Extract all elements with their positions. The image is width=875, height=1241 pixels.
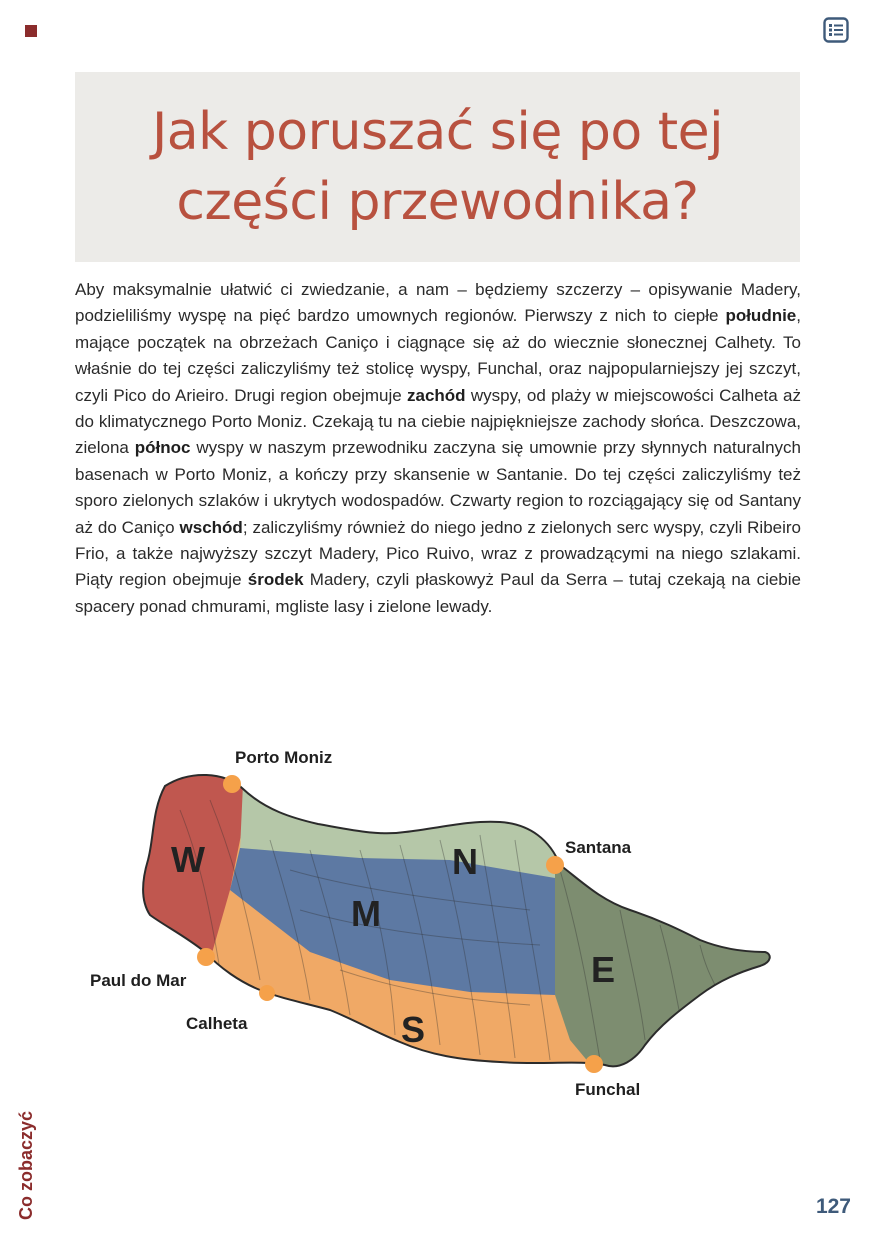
body-text-segment: , mające początek na obrzeżach Caniço i ciągnące się aż do wiecznie słonecznej Calhety. To właśnie do tej części zaliczyliśmy też stolicę wyspy, Funchal, oraz najpopularniejszy jej szczyt, czyli Pico do Arieiro. Drugi region obejmuje: [75, 306, 801, 405]
region-letter-n: N: [452, 841, 478, 882]
label-calheta: Calheta: [186, 1014, 248, 1033]
body-text-segment: wyspy, od plaży w miejscowości Calheta aż do klimatycznego Porto Moniz. Czekają tu na ciebie najpiękniejsze zachody słońca. Deszczowa, zielona: [75, 385, 801, 458]
body-paragraph: [75, 277, 801, 620]
madeira-region-map: [60, 740, 820, 1100]
section-side-label: Co zobaczyć: [16, 1110, 36, 1220]
region-west-highlight: zachód: [407, 385, 466, 405]
region-east-highlight: wschód: [179, 517, 243, 537]
page-title: [152, 97, 723, 237]
list-icon[interactable]: [823, 17, 849, 43]
marker-funchal: [585, 1055, 603, 1073]
label-porto-moniz: Porto Moniz: [235, 748, 333, 767]
region-letter-s: S: [400, 1009, 426, 1050]
marker-paul-do-mar: [197, 948, 215, 966]
marker-calheta: [259, 985, 275, 1001]
label-paul-do-mar: Paul do Mar: [90, 971, 187, 990]
body-text-segment: wyspy w naszym przewodniku zaczyna się umownie przy słynnych naturalnych basenach w Porto Moniz, a kończy przy skansenie w Santanie. Do tej części zaliczyliśmy też sporo zielonych szlaków i ukrytych wodospadów. Czwarty region to rozciągający się od Santany aż do Caniço: [75, 438, 801, 537]
region-letter-e: E: [590, 949, 616, 990]
marker-porto-moniz: [223, 775, 241, 793]
region-middle-highlight: środek: [247, 570, 304, 590]
region-letter-w: W: [171, 839, 205, 880]
label-santana: Santana: [565, 838, 632, 857]
title-line-2: części przewodnika?: [176, 172, 699, 232]
body-text-segment: Madery, czyli płaskowyż Paul da Serra – tutaj czekają na ciebie spacery ponad chmurami, mgliste lasy i zielone lewady.: [75, 570, 801, 616]
body-text-segment: Aby maksymalnie ułatwić ci zwiedzanie, a nam – będziemy szczerzy – opisywanie Madery, podzieliliśmy wyspę na pięć bardzo umownych regionów. Pierwszy z nich to ciepłe: [75, 280, 801, 326]
label-funchal: Funchal: [575, 1080, 641, 1099]
page-number: 127: [815, 1195, 851, 1218]
title-box: [75, 72, 800, 262]
region-letter-m: M: [351, 893, 381, 934]
region-north-highlight: północ: [134, 438, 191, 458]
title-line-1: Jak poruszać się po tej: [151, 102, 724, 162]
marker-santana: [546, 856, 564, 874]
region-south-highlight: południe: [725, 306, 797, 326]
corner-marker: [25, 25, 37, 37]
body-text-segment: ; zaliczyliśmy również do niego jedno z zielonych serc wyspy, czyli Ribeiro Frio, a także najwyższy szczyt Madery, Pico Ruivo, wraz z prowadzącymi na niego szlakami. Piąty region obejmuje: [75, 517, 802, 590]
